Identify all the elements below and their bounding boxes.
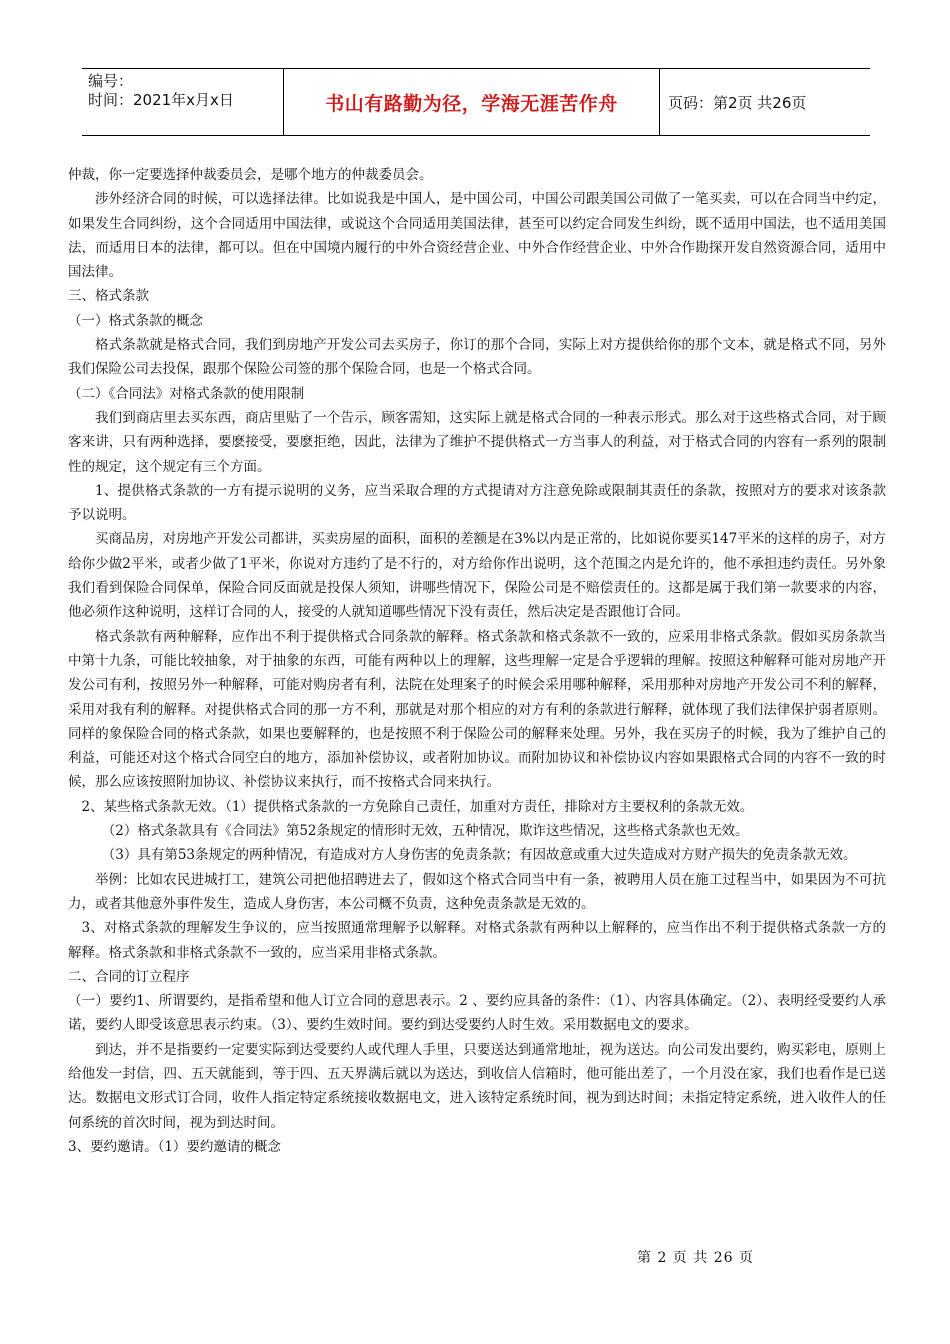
section-heading: 二、合同的订立程序 [68,968,190,985]
document-body [68,163,886,1159]
document-number-label: 编号： [88,72,134,90]
subsection-heading: （二）《合同法》对格式条款的使用限制 [68,385,305,402]
paragraph: 仲裁，你一定要选择仲裁委员会，是哪个地方的仲裁委员会。 [68,167,433,183]
paragraph: 3、对格式条款的理解发生争议的，应当按照通常理解予以解释。对格式条款有两种以上解释的，应当作出不利于提供格式条款一方的解释。格式条款和非格式条款不一致的，应当采用非格式条款。 [68,920,886,961]
paragraph: 买商品房，对房地产开发公司都讲，买卖房屋的面积，面积的差额是在3%以内是正常的，比如说你要买147平米的这样的房子，对方给你少做2平米，或者少做了1平米，你说对方违约了是不行的，对方给你作出说明，这个范围之内是允许的，他不承担违约责任。另外象我们看到保险合同保单，保险合同反面就是投保人须知，讲哪些情况下，保险公司是不赔偿责任的。这都是属于我们第一款要求的内容，他必须作这种说明，这样订合同的人，接受的人就知道哪些情况下没有责任，然后决定是否跟他订合同。 [68,531,886,621]
paragraph: 格式条款就是格式合同，我们到房地产开发公司去买房子，你订的那个合同，实际上对方提供给你的那个文本，就是格式不同，另外我们保险公司去投保，跟那个保险公司签的那个保险合同，也是一个格式合同。 [68,337,886,378]
subsection-heading: （一）格式条款的概念 [68,312,203,329]
section-heading: 三、格式条款 [68,288,149,305]
paragraph: 格式条款有两种解释，应作出不利于提供格式合同条款的解释。格式条款和格式条款不一致的，应采用非格式条款。假如买房条款当中第十九条，可能比较抽象，对于抽象的东西，可能有两种以上的理解，这些理解一定是合乎逻辑的理解。按照这种解释可能对房地产开发公司有利，按照另外一种解释，可能对购房者有利，法院在处理案子的时候会采用哪种解释，采用那种对房地产开发公司不利的解释，采用对我有利的解释。对提供格式合同的那一方不利，那就是对那个相应的对方有利的条款进行解释，就体现了我们法律保护弱者原则。同样的象保险合同的格式条款，如果也要解释的，也是按照不利于保险公司的解释来处理。另外，我在买房子的时候，我为了维护自己的利益，可能还对这个格式合同空白的地方，添加补偿协议，或者附加协议。而附加协议和补偿协议内容如果跟格式合同的内容不一致的时候，那么应该按照附加协议、补偿协议来执行，而不按格式合同来执行。 [68,628,886,791]
paragraph: 我们到商店里去买东西，商店里贴了一个告示，顾客需知，这实际上就是格式合同的一种表示形式。那么对于这些格式合同，对于顾客来讲，只有两种选择，要麽接受，要麽拒绝，因此，法律为了维护不提供格式一方当事人的利益，对于格式合同的内容有一系列的限制性的规定，这个规定有三个方面。 [68,409,886,475]
header-page-info: 页码：第2页 共26页 [668,93,807,112]
paragraph: 举例：比如农民进城打工，建筑公司把他招聘进去了，假如这个格式合同当中有一条，被聘用人员在施工过程当中，如果因为不可抗力，或者其他意外事件发生，造成人身伤害，本公司概不负责，这种免责条款是无效的。 [68,871,886,912]
paragraph: （一）要约1、所谓要约，是指希望和他人订立合同的意思表示。2 、要约应具备的条件：（1）、内容具体确定。（2）、表明经受要约人承诺，要约人即受该意思表示约束。（3）、要约生效时间。要约到达受要约人时生效。采用数据电文的要求。 [68,993,886,1034]
paragraph: 到达，并不是指要约一定要实际到达受要约人或代理人手里，只要送达到通常地址，视为送达。向公司发出要约，购买彩电，原则上给他发一封信，四、五天就能到，等于四、五天界满后就以为送达，到收信人信箱时，他可能出差了，一个月没在家，我们也看作是已送达。数据电文形式订合同，收件人指定特定系统接收数据电文，进入该特定系统时间，视为到达时间；未指定特定系统，进入收件人的任何系统的首次时间，视为到达时间。 [68,1041,886,1131]
paragraph: 涉外经济合同的时候，可以选择法律。比如说我是中国人，是中国公司，中国公司跟美国公司做了一笔买卖，可以在合同当中约定，如果发生合同纠纷，这个合同适用中国法律，或说这个合同适用美国法律，甚至可以约定合同发生纠纷，既不适用中国法，也不适用美国法，而适用日本的法律，都可以。但在中国境内履行的中外合资经营企业、中外合作经营企业、中外合作勘探开发自然资源合同，适用中国法律。 [68,191,886,281]
paragraph: 3、要约邀请。（1）要约邀请的概念 [68,1138,281,1155]
paragraph: 2、某些格式条款无效。（1）提供格式条款的一方免除自己责任，加重对方责任，排除对方主要权利的条款无效。 [81,798,754,815]
paragraph: （2）格式条款具有《合同法》第52条规定的情形时无效，五种情况，欺诈这些情况，这些格式条款也无效。 [101,823,749,840]
paragraph: （3）具有第53条规定的两种情况，有造成对方人身伤害的免责条款；有因故意或重大过失造成对方财产损失的免责条款无效。 [101,847,857,864]
header-meta [82,69,284,135]
paragraph: 1、提供格式条款的一方有提示说明的义务，应当采取合理的方式提请对方注意免除或限制其责任的条款，按照对方的要求对该条款予以说明。 [68,482,886,524]
header-motto: 书山有路勤为径，学海无涯苦作舟 [284,69,660,135]
page-footer: 第 2 页 共 26 页 [637,1250,754,1266]
document-time-label: 时间：2021年x月x日 [88,91,234,109]
page-header [82,68,870,136]
